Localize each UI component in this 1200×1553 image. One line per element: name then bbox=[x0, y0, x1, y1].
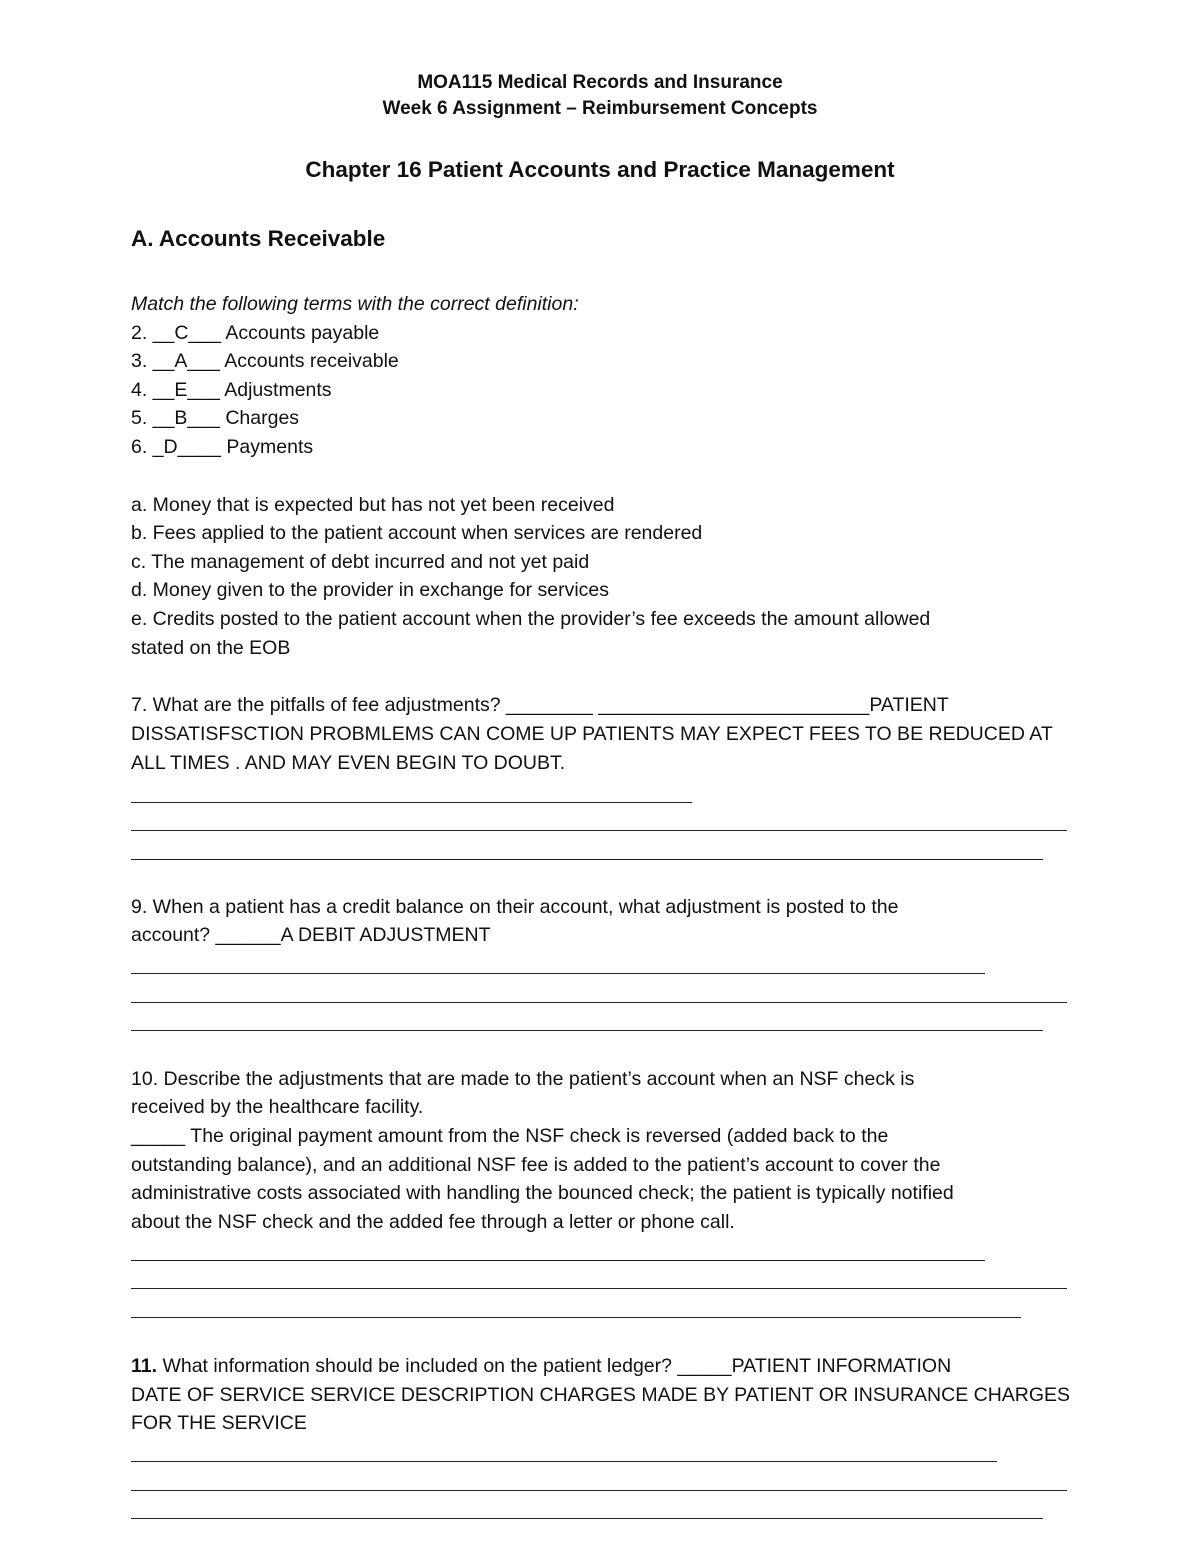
question-7-answer: ALL TIMES . AND MAY EVEN BEGIN TO DOUBT. bbox=[131, 752, 566, 774]
question-9-text: 9. When a patient has a credit balance on their account, what adjustment is posted to the bbox=[131, 896, 899, 918]
question-10-answer: administrative costs associated with handling the bounced check; the patient is typically notified bbox=[131, 1182, 954, 1204]
answer-line bbox=[131, 830, 1067, 831]
definition-item: e. Credits posted to the patient account when the provider’s fee exceeds the amount allowed bbox=[131, 608, 931, 630]
match-instruction: Match the following terms with the correct definition: bbox=[131, 293, 579, 315]
definition-item: b. Fees applied to the patient account when services are rendered bbox=[131, 522, 703, 544]
question-11-prompt: What information should be included on the patient ledger? _____PATIENT INFORMATION bbox=[157, 1355, 952, 1377]
answer-line bbox=[131, 1518, 1043, 1519]
answer-line bbox=[131, 1317, 1021, 1318]
answer-line bbox=[131, 1288, 1067, 1289]
answer-line bbox=[131, 1030, 1043, 1031]
section-a-title: A. Accounts Receivable bbox=[131, 226, 386, 251]
match-item: 3. __A___ Accounts receivable bbox=[131, 350, 399, 372]
question-11-text bbox=[131, 1352, 951, 1380]
question-7-text: 7. What are the pitfalls of fee adjustments? ________ _________________________PATIENT bbox=[131, 694, 949, 716]
match-item: 6. _D____ Payments bbox=[131, 436, 314, 458]
chapter-title: Chapter 16 Patient Accounts and Practice Management bbox=[305, 157, 895, 182]
question-10-text: 10. Describe the adjustments that are made to the patient’s account when an NSF check is bbox=[131, 1068, 915, 1090]
answer-line bbox=[131, 1260, 985, 1261]
answer-line bbox=[131, 1002, 1067, 1003]
question-10-text: received by the healthcare facility. bbox=[131, 1096, 424, 1118]
match-item: 4. __E___ Adjustments bbox=[131, 379, 332, 401]
question-11-answer: DATE OF SERVICE SERVICE DESCRIPTION CHARGES MADE BY PATIENT OR INSURANCE CHARGES bbox=[131, 1384, 1071, 1406]
question-10-answer: _____ The original payment amount from the NSF check is reversed (added back to the bbox=[131, 1125, 889, 1147]
definition-item: d. Money given to the provider in exchange for services bbox=[131, 579, 610, 601]
assignment-title: Week 6 Assignment – Reimbursement Concepts bbox=[382, 98, 818, 119]
question-7-answer: DISSATISFSCTION PROBMLEMS CAN COME UP PATIENTS MAY EXPECT FEES TO BE REDUCED AT bbox=[131, 723, 1053, 745]
course-title: MOA115 Medical Records and Insurance bbox=[417, 72, 783, 93]
answer-line bbox=[131, 802, 692, 803]
question-11-answer: FOR THE SERVICE bbox=[131, 1412, 307, 1434]
answer-line bbox=[131, 859, 1043, 860]
answer-line bbox=[131, 973, 985, 974]
question-11-number: 11. bbox=[131, 1355, 158, 1377]
match-item: 5. __B___ Charges bbox=[131, 407, 300, 429]
question-10-answer: about the NSF check and the added fee through a letter or phone call. bbox=[131, 1211, 735, 1233]
definition-item: a. Money that is expected but has not yet been received bbox=[131, 494, 615, 516]
question-10-answer: outstanding balance), and an additional NSF fee is added to the patient’s account to cover the bbox=[131, 1154, 941, 1176]
definition-item: stated on the EOB bbox=[131, 637, 291, 659]
match-item: 2. __C___ Accounts payable bbox=[131, 322, 380, 344]
answer-line bbox=[131, 1461, 997, 1462]
question-9-answer: account? ______A DEBIT ADJUSTMENT bbox=[131, 924, 491, 946]
answer-line bbox=[131, 1490, 1067, 1491]
definition-item: c. The management of debt incurred and not yet paid bbox=[131, 551, 590, 573]
